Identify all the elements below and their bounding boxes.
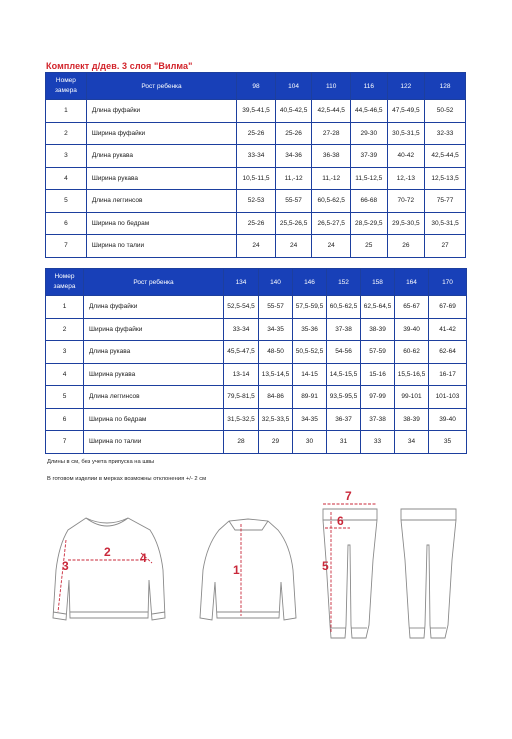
measure-value: 25-26 — [237, 212, 276, 235]
measure-value: 50-52 — [425, 100, 466, 123]
measure-label: Ширина по талии — [86, 235, 236, 258]
measure-label: Ширина фуфайки — [84, 318, 224, 341]
measure-value: 55-57 — [275, 190, 312, 213]
measure-value: 14-15 — [293, 363, 327, 386]
size-col: 152 — [327, 269, 361, 296]
marker-6: 6 — [337, 514, 344, 528]
size-col: 116 — [351, 73, 388, 100]
measure-label: Ширина по бедрам — [84, 408, 224, 431]
measure-value: 33-34 — [224, 318, 259, 341]
measure-value: 39,5-41,5 — [237, 100, 276, 123]
marker-1: 1 — [233, 563, 240, 577]
measure-value: 31,5-32,5 — [224, 408, 259, 431]
measure-value: 52-53 — [237, 190, 276, 213]
measure-value: 11,5-12,5 — [351, 167, 388, 190]
measure-value: 26 — [387, 235, 425, 258]
measure-value: 60,5-62,5 — [327, 296, 361, 319]
measure-value: 93,5-95,5 — [327, 386, 361, 409]
measure-value: 34 — [395, 431, 429, 454]
measure-value: 28 — [224, 431, 259, 454]
measure-value: 89-91 — [293, 386, 327, 409]
measure-value: 36-38 — [312, 145, 351, 168]
measure-label: Длина рукава — [84, 341, 224, 364]
measure-label: Длина фуфайки — [84, 296, 224, 319]
measure-value: 25-26 — [237, 122, 276, 145]
size-col: 134 — [224, 269, 259, 296]
measure-value: 29-30 — [351, 122, 388, 145]
measure-value: 60,5-62,5 — [312, 190, 351, 213]
header-num: Номер замера — [46, 269, 84, 296]
measure-value: 13-14 — [224, 363, 259, 386]
measure-number: 5 — [46, 386, 84, 409]
measure-value: 67-69 — [429, 296, 467, 319]
measure-value: 30,5-31,5 — [425, 212, 466, 235]
leggings-back-outline — [401, 509, 456, 638]
measure-value: 41-42 — [429, 318, 467, 341]
measure-value: 29 — [259, 431, 293, 454]
measure-value: 39-40 — [429, 408, 467, 431]
measure-value: 15-16 — [361, 363, 395, 386]
marker-3: 3 — [62, 559, 69, 573]
measure-number: 6 — [46, 408, 84, 431]
measure-value: 10,5-11,5 — [237, 167, 276, 190]
measure-value: 37-38 — [361, 408, 395, 431]
marker-2: 2 — [104, 545, 111, 559]
header-height: Рост ребенка — [84, 269, 224, 296]
measure-value: 13,5-14,5 — [259, 363, 293, 386]
measure-number: 1 — [46, 296, 84, 319]
size-col: 164 — [395, 269, 429, 296]
measure-value: 12,5-13,5 — [425, 167, 466, 190]
size-col: 128 — [425, 73, 466, 100]
measure-value: 12,-13 — [387, 167, 425, 190]
measure-value: 52,5-54,5 — [224, 296, 259, 319]
measure-value: 24 — [237, 235, 276, 258]
size-col: 146 — [293, 269, 327, 296]
measure-value: 33 — [361, 431, 395, 454]
size-col: 98 — [237, 73, 276, 100]
measure-value: 37-38 — [327, 318, 361, 341]
measure-label: Ширина рукава — [86, 167, 236, 190]
measure-value: 16-17 — [429, 363, 467, 386]
measure-value: 44,5-46,5 — [351, 100, 388, 123]
measure-value: 47,5-49,5 — [387, 100, 425, 123]
measure-value: 30 — [293, 431, 327, 454]
measure-value: 36-37 — [327, 408, 361, 431]
measure-value: 34-36 — [275, 145, 312, 168]
measure-value: 45,5-47,5 — [224, 341, 259, 364]
measure-number: 5 — [46, 190, 87, 213]
measure-value: 25-26 — [275, 122, 312, 145]
measure-value: 40-42 — [387, 145, 425, 168]
measure-value: 40,5-42,5 — [275, 100, 312, 123]
front-shirt-outline — [53, 518, 165, 620]
measure-number: 2 — [46, 318, 84, 341]
measure-value: 34-35 — [259, 318, 293, 341]
measure-value: 32,5-33,5 — [259, 408, 293, 431]
document-title: Комплект д/дев. 3 слоя "Вилма" — [46, 61, 193, 71]
measure-value: 65-67 — [395, 296, 429, 319]
measure-value: 11,-12 — [312, 167, 351, 190]
header-height: Рост ребенка — [86, 73, 236, 100]
measure-value: 30,5-31,5 — [387, 122, 425, 145]
back-shirt-outline — [200, 519, 296, 620]
measure-value: 11,-12 — [275, 167, 312, 190]
measure-value: 48-50 — [259, 341, 293, 364]
measure-value: 66-68 — [351, 190, 388, 213]
measure-value: 75-77 — [425, 190, 466, 213]
measure-value: 14,5-15,5 — [327, 363, 361, 386]
note-tolerance: В готовом изделии в мерках возможны отклонения +/- 2 см — [47, 476, 207, 482]
measure-value: 54-56 — [327, 341, 361, 364]
marker-4: 4 — [140, 551, 147, 565]
measure-value: 57,5-59,5 — [293, 296, 327, 319]
measure-number: 1 — [46, 100, 87, 123]
measure-value: 38-39 — [395, 408, 429, 431]
measure-value: 24 — [312, 235, 351, 258]
measure-number: 3 — [46, 341, 84, 364]
measure-number: 6 — [46, 212, 87, 235]
size-col: 110 — [312, 73, 351, 100]
measure-value: 34-35 — [293, 408, 327, 431]
measure-value: 97-99 — [361, 386, 395, 409]
measure-value: 25,5-26,5 — [275, 212, 312, 235]
measure-value: 50,5-52,5 — [293, 341, 327, 364]
measure-value: 84-86 — [259, 386, 293, 409]
measure-value: 70-72 — [387, 190, 425, 213]
measure-value: 38-39 — [361, 318, 395, 341]
measure-value: 62,5-64,5 — [361, 296, 395, 319]
measure-value: 24 — [275, 235, 312, 258]
measure-value: 101-103 — [429, 386, 467, 409]
measure-number: 2 — [46, 122, 87, 145]
size-col: 170 — [429, 269, 467, 296]
marker-5: 5 — [322, 559, 329, 573]
measure-number: 7 — [46, 235, 87, 258]
measure-number: 4 — [46, 363, 84, 386]
measure-value: 60-62 — [395, 341, 429, 364]
measure-value: 42,5-44,5 — [312, 100, 351, 123]
measure-label: Ширина рукава — [84, 363, 224, 386]
measure-value: 27 — [425, 235, 466, 258]
measure-value: 32-33 — [425, 122, 466, 145]
measure-value: 26,5-27,5 — [312, 212, 351, 235]
size-col: 140 — [259, 269, 293, 296]
measure-label: Длина фуфайки — [86, 100, 236, 123]
measure-label: Ширина по бедрам — [86, 212, 236, 235]
measure-value: 42,5-44,5 — [425, 145, 466, 168]
size-col: 158 — [361, 269, 395, 296]
measure-value: 33-34 — [237, 145, 276, 168]
measure-number: 4 — [46, 167, 87, 190]
size-col: 122 — [387, 73, 425, 100]
measure-value: 55-57 — [259, 296, 293, 319]
measure-value: 39-40 — [395, 318, 429, 341]
measure-label: Ширина фуфайки — [86, 122, 236, 145]
measure-value: 29,5-30,5 — [387, 212, 425, 235]
header-num: Номер замера — [46, 73, 87, 100]
measure-label: Ширина по талии — [84, 431, 224, 454]
measure-label: Длина рукава — [86, 145, 236, 168]
measure-value: 31 — [327, 431, 361, 454]
measure-value: 37-39 — [351, 145, 388, 168]
note-seams: Длины в см, без учета припуска на швы — [47, 459, 155, 465]
measure-number: 3 — [46, 145, 87, 168]
measure-label: Длина леггинсов — [84, 386, 224, 409]
measure-value: 27-28 — [312, 122, 351, 145]
measure-number: 7 — [46, 431, 84, 454]
measure-value: 15,5-16,5 — [395, 363, 429, 386]
measure-value: 99-101 — [395, 386, 429, 409]
measure-value: 62-64 — [429, 341, 467, 364]
measure-label: Длина леггинсов — [86, 190, 236, 213]
measure-value: 79,5-81,5 — [224, 386, 259, 409]
measure-value: 57-59 — [361, 341, 395, 364]
measure-value: 25 — [351, 235, 388, 258]
size-col: 104 — [275, 73, 312, 100]
measure-value: 28,5-29,5 — [351, 212, 388, 235]
measure-value: 35 — [429, 431, 467, 454]
measure-value: 35-36 — [293, 318, 327, 341]
marker-7: 7 — [345, 489, 352, 503]
